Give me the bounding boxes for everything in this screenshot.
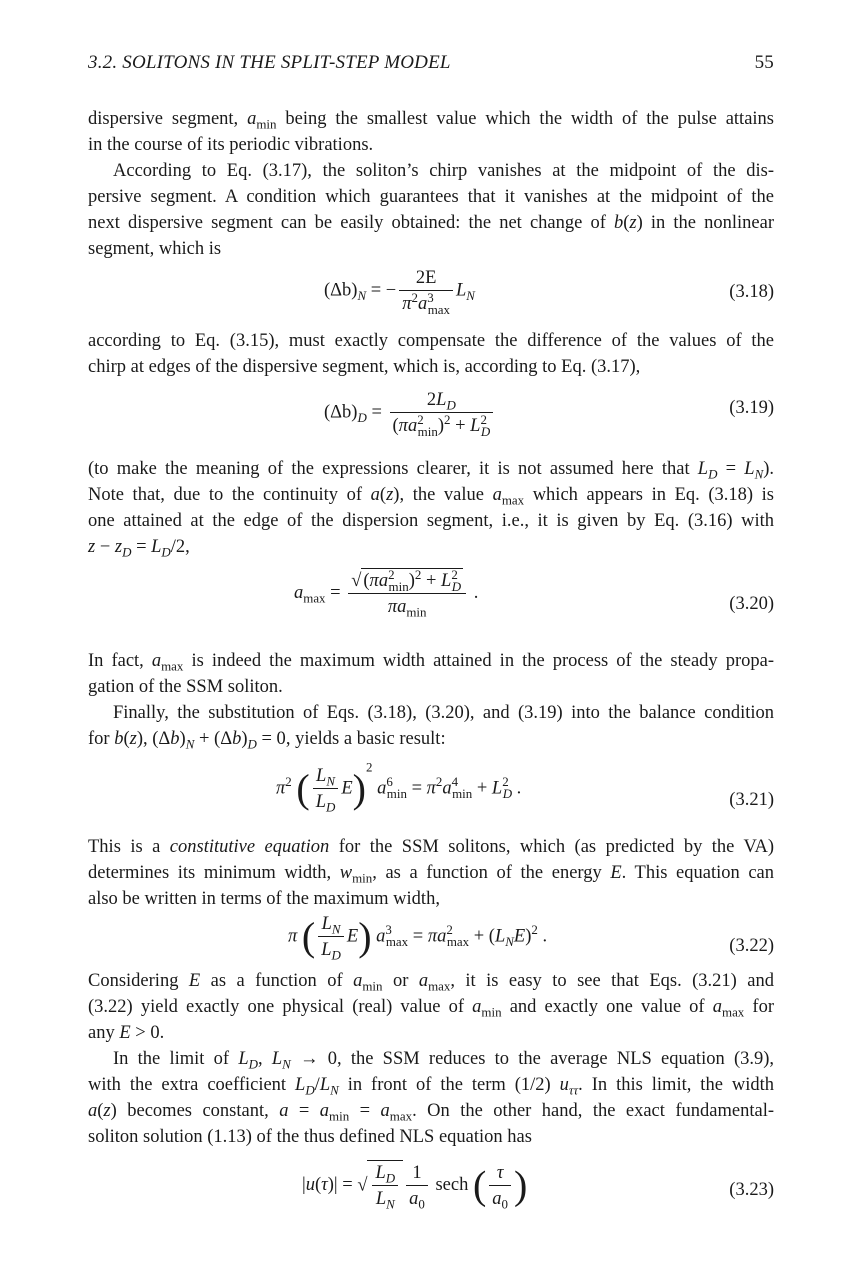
text-line: Finally, the substitution of Eqs. (3.18), (3.20), and (3.19) into the balance condition xyxy=(113,703,774,723)
text-line: a(z) becomes constant, $a = a_{min} = a_{max}$. On the other hand, the exact fundamental- xyxy=(88,1101,774,1124)
text-line: $z - z_D = L_D/2$, xyxy=(88,537,190,560)
text-line: chirp at edges of the dispersive segment, which is, according to Eq. (3.17), xyxy=(88,357,641,377)
paragraph-1 xyxy=(88,106,774,158)
text-line: segment, which is xyxy=(88,239,222,259)
paragraph-2 xyxy=(88,158,774,262)
paragraph-7 xyxy=(88,834,774,912)
equation-3-20: $a_{max}$ = $\frac{√ (\pi a^2_{min})^2 + L^2_D}{\pi a_{min}}$ . (3.20) xyxy=(294,567,774,620)
text-line: In the limit of $L_D$, $L_N \to 0$, the SSM reduces to the average NLS equation (3.9), xyxy=(113,1049,774,1072)
text-line: persive segment. A condition which guarantees that it vanishes at the midpoint of the xyxy=(88,187,774,207)
text-line: In fact, $a_{max}$ is indeed the maximum width attained in the process of the steady propa- xyxy=(88,651,774,674)
text-line: any E > 0. xyxy=(88,1023,165,1043)
page-number: 55 xyxy=(754,52,774,73)
paragraph-6 xyxy=(88,700,774,752)
text-line: one attained at the edge of the dispersion segment, i.e., it is given by Eq. (3.16) with xyxy=(88,511,774,531)
equation-number: (3.19) xyxy=(729,398,774,418)
text-line: Note that, due to the continuity of a(z), the value $a_{max}$ which appears in Eq. (3.18) is xyxy=(88,485,774,508)
paragraph-3 xyxy=(88,328,774,380)
text-line: in the course of its periodic vibrations. xyxy=(88,135,374,155)
paragraph-4 xyxy=(88,456,774,560)
equation-3-21: $\pi^2$ ( $\frac{L_N}{L_D}$ E)$^2$ $a^6_{min} = \pi^2a^4_{min} + L^2_D$ . (3.21) xyxy=(276,759,774,815)
equation-number: (3.20) xyxy=(729,594,774,614)
text-line: According to Eq. (3.17), the soliton’s chirp vanishes at the midpoint of the dis- xyxy=(113,161,774,181)
text-line: for b(z), $(\Delta b)_N + (\Delta b)_D = 0$, yields a basic result: xyxy=(88,729,446,752)
text-line: (3.22) yield exactly one physical (real) value of $a_{min}$ and exactly one value of $a_{max}$ for xyxy=(88,997,774,1020)
text-line: next dispersive segment can be easily obtained: the net change of b(z) in the nonlinear xyxy=(88,213,774,233)
text-line: Considering E as a function of $a_{min}$ or $a_{max}$, it is easy to see that Eqs. (3.21) and xyxy=(88,971,774,994)
paragraph-9 xyxy=(88,1046,774,1150)
equation-number: (3.23) xyxy=(729,1180,774,1200)
running-title: 3.2. SOLITONS IN THE SPLIT-STEP MODEL xyxy=(88,52,451,73)
running-header xyxy=(88,52,774,76)
equation-3-23: |u(τ)| = √ $\frac{L_D}{L_N}$ $\frac{1}{a_0}$ sech ( $\frac{\tau}{a_0}$ ) (3.23) xyxy=(88,1154,774,1226)
text-line: soliton solution (1.13) of the thus defined NLS equation has xyxy=(88,1127,532,1147)
equation-3-22: π ( $\frac{L_N}{L_D}$ E) $a^3_{max} = \pi a^2_{max} + (L_NE)^2$ . (3.22) xyxy=(288,914,774,963)
text-line: with the extra coefficient $L_D/L_N$ in front of the term (1/2) $u_{\tau\tau}$. In this limit, the width xyxy=(88,1075,774,1098)
text-line: determines its minimum width, $w_{min}$, as a function of the energy E. This equation can xyxy=(88,863,774,886)
text-line: according to Eq. (3.15), must exactly compensate the difference of the values of the xyxy=(88,331,774,351)
paragraph-5 xyxy=(88,648,774,700)
text-line: This is a constitutive equation for the SSM solitons, which (as predicted by the VA) xyxy=(88,837,774,857)
equation-number: (3.18) xyxy=(729,282,774,302)
equation-3-18: $(\Delta b)_N$ = − $\frac{2E}{\pi^2a^3_{max}}$ $L_N$ (3.18) xyxy=(324,268,774,317)
text-line: (to make the meaning of the expressions clearer, it is not assumed here that $L_D = L_N$). xyxy=(88,459,774,482)
text-line: dispersive segment, $a_{min}$ being the smallest value which the width of the pulse attains xyxy=(88,109,774,132)
equation-number: (3.21) xyxy=(729,790,774,810)
text-line: gation of the SSM soliton. xyxy=(88,677,283,697)
equation-3-19: $(\Delta b)_D$ = $\frac{2L_D}{(\pi a^2_{min})^2 + L^2_D}$ (3.19) xyxy=(324,390,774,439)
paragraph-8 xyxy=(88,968,774,1046)
text-line: also be written in terms of the maximum width, xyxy=(88,889,440,909)
book-page xyxy=(88,0,774,1276)
equation-number: (3.22) xyxy=(729,936,774,956)
